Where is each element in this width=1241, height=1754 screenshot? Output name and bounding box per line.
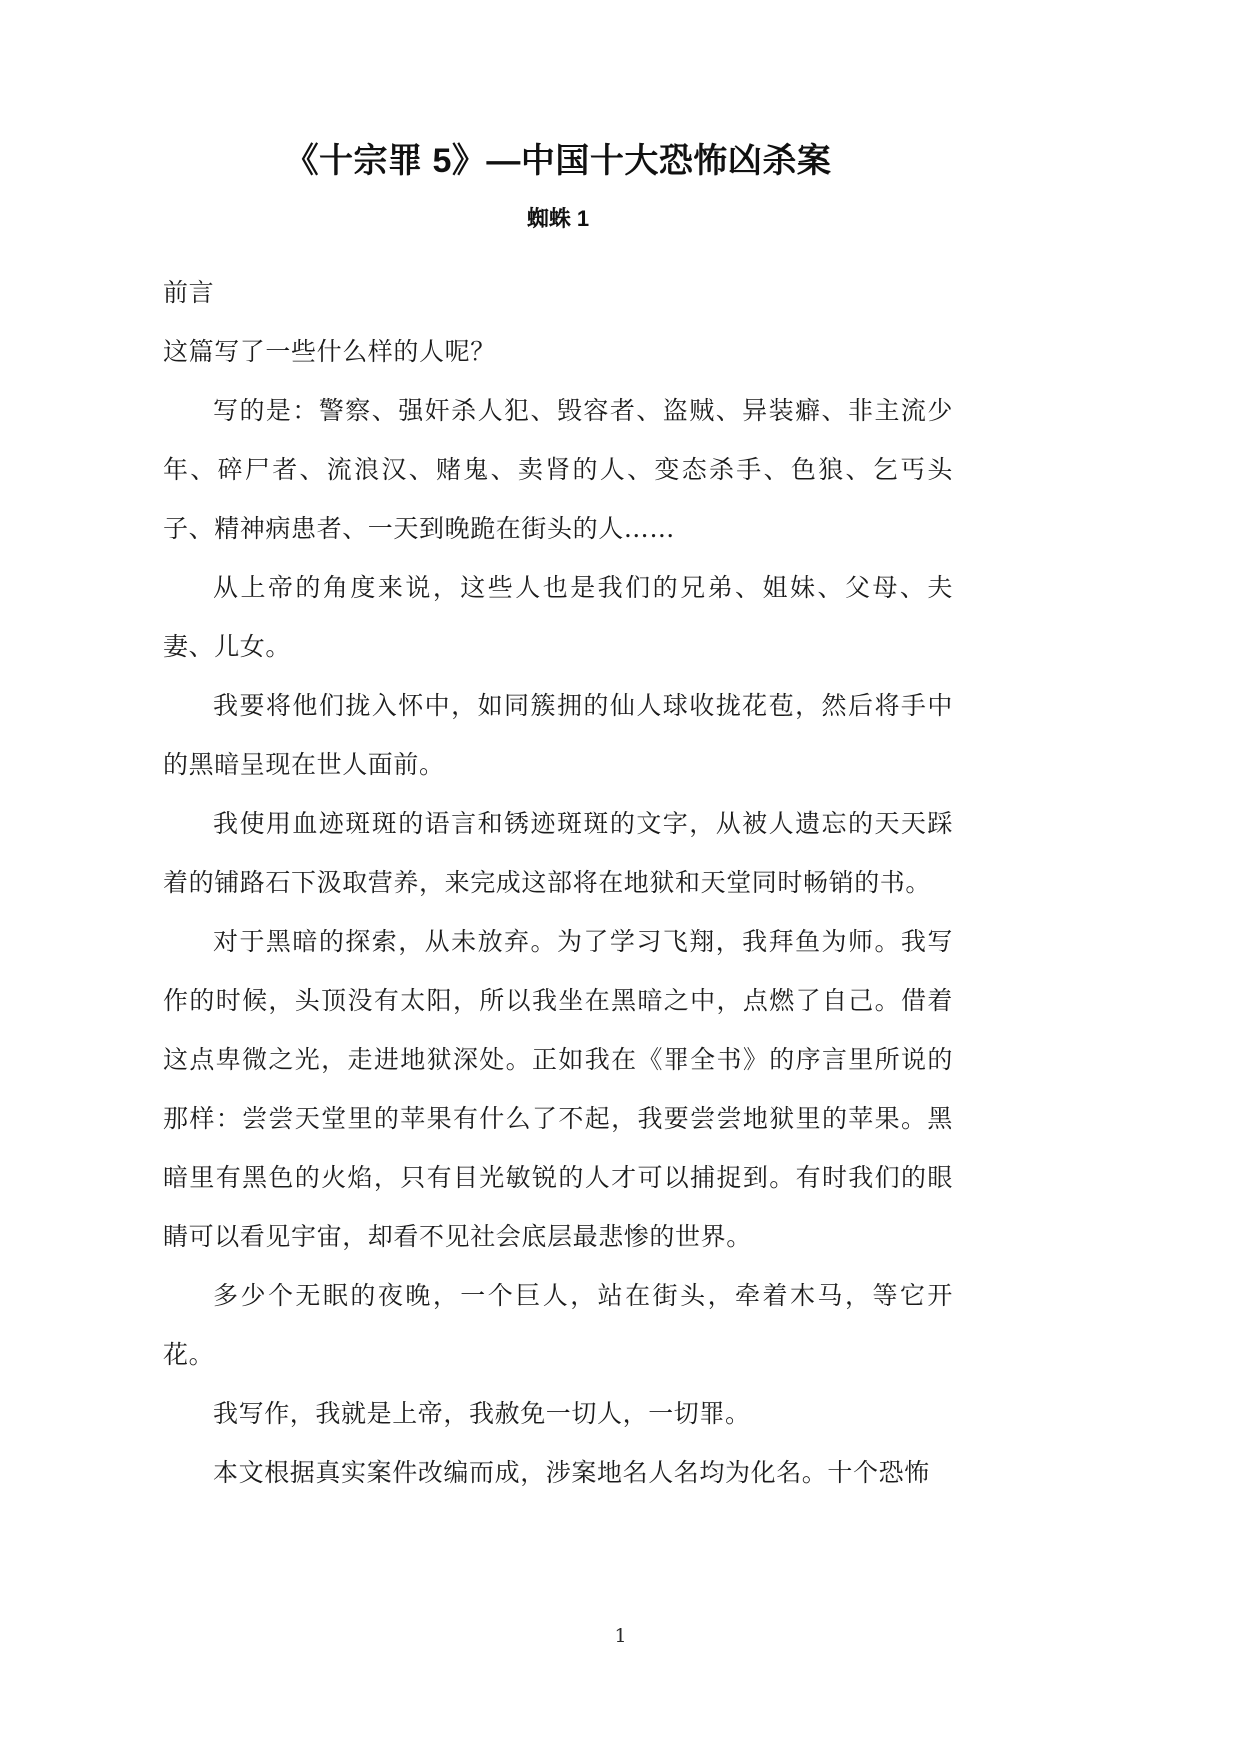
paragraph-sleepless-nights: 多少个无眠的夜晚，一个巨人，站在街头，牵着木马，等它开花。 xyxy=(163,1281,953,1370)
paragraph-i-write: 我写作，我就是上帝，我赦免一切人，一切罪。 xyxy=(213,1399,751,1429)
chapter-subtitle: 蜘蛛 1 xyxy=(526,205,590,231)
preface-heading: 前言 xyxy=(163,278,215,308)
page-title: 《十宗罪 5》—中国十大恐怖凶杀案 xyxy=(284,142,832,180)
paragraph-god-perspective: 从上帝的角度来说，这些人也是我们的兄弟、姐妹、父母、夫妻、儿女。 xyxy=(163,573,953,662)
body-text xyxy=(163,233,953,1502)
paragraph-bloody-language: 我使用血迹斑斑的语言和锈迹斑斑的文字，从被人遗忘的天天踩着的铺路石下汲取营养，来完成这部将在地狱和天堂同时畅销的书。 xyxy=(163,809,953,898)
paragraph-disclaimer: 本文根据真实案件改编而成，涉案地名人名均为化名。十个恐怖 xyxy=(213,1458,930,1488)
paragraph-embrace: 我要将他们拢入怀中，如同簇拥的仙人球收拢花苞，然后将手中的黑暗呈现在世人面前。 xyxy=(163,691,953,780)
paragraph-darkness-exploration: 对于黑暗的探索，从未放弃。为了学习飞翔，我拜鱼为师。我写作的时候，头顶没有太阳，所以我坐在黑暗之中，点燃了自己。借着这点卑微之光，走进地狱深处。正如我在《罪全书》的序言里所说的那样：尝尝天堂里的苹果有什么了不起，我要尝尝地狱里的苹果。黑暗里有黑色的火焰，只有目光敏锐的人才可以捕捉到。有时我们的眼睛可以看见宇宙，却看不见社会底层最悲惨的世界。 xyxy=(163,927,953,1252)
paragraph-character-list: 写的是：警察、强奸杀人犯、毁容者、盗贼、异装癖、非主流少年、碎尸者、流浪汉、赌鬼、卖肾的人、变态杀手、色狼、乞丐头子、精神病患者、一天到晚跪在街头的人…… xyxy=(163,396,953,544)
page-content xyxy=(163,0,953,1502)
paragraph-who: 这篇写了一些什么样的人呢？ xyxy=(163,337,496,367)
page-number: 1 xyxy=(614,1625,627,1647)
